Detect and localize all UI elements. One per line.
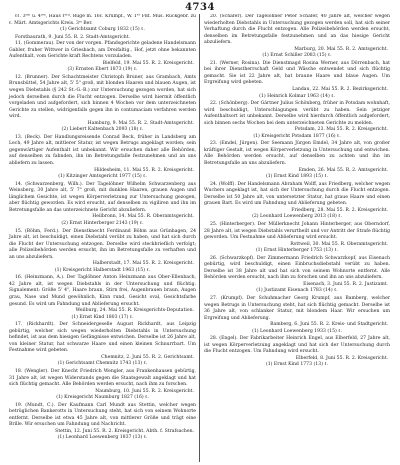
notice-entry: 12. (Brunner). Der Schachtmeister Christoph Bruner, aus Grambach, Amts Brunsbüttel, 54 Jahre alt, 5' 5" groß, mit blonden Haaren und blauen Augen, ist wegen Diebstahls (§ 242 St.-G.-B.) zur Untersuchung gezogen worden, hat sich jedoch derselben durch die Flucht entzogen. Derselbe wird hiermit öffentlich vorgeladen und aufgefordert, sich binnen 4 Wochen vor dem unterzeichneten Gerichte zu stellen, widrigenfalls gegen ihn in contumaciam verfahren werden wird. xyxy=(9,74,196,120)
notice-date-signature: Emden, 26. Mai 55. R. 2. Amtsgericht. xyxy=(298,167,388,173)
notice-closing-reference: (1) Ernst Kind 1803 (17) ℓ. xyxy=(71,314,134,320)
notice-closing-reference: (1) Kreisgericht Naumburg 1827 (16) ℓ. xyxy=(56,395,149,401)
notice-closing-reference: (2) Leonhard Loewenberg 2013 (18) ℓ. xyxy=(252,214,342,220)
notice-closing-reference: (2) Liebert Kaltenbach 2093 (18) ℓ. xyxy=(61,127,144,133)
notice-entry: 15. (Böhm, Ferd.). Der Dienstknecht Ferdinand Böhm aus Grünhagen, 24 Jahre alt, ist beschuldigt, einen Diebstahl verübt zu haben, und hat sich durch die Flucht der Untersuchung entzogen. Derselbe wird steckbrieflich verfolgt; alle Polizeibehörden werden ersucht, ihn im Betretungsfalle zu verhaften und an uns abzuliefern. xyxy=(9,228,196,260)
notice-entry: 19. (Mundt, C.). Der Kaufmann Carl Mundt aus Stettin, welcher wegen betrüglichen Bankerotts in Untersuchung steht, hat sich von seinem Wohnorte entfernt. Derselbe ist etwa 45 Jahre alt, von mittlerer Größe und trägt eine Brille. Wir ersuchen um Fahndung und Nachricht. xyxy=(9,402,196,428)
notice-closing-reference: (1) Kreisgericht Halberstadt 1963 (15) ℓ. xyxy=(54,267,151,273)
notice-entry: 28. (Engel). Der Fabrikarbeiter Heinrich Engel, aus Elberfeld, 27 Jahre alt, ist wegen Körperverletzung angeklagt und hat sich der Untersuchung durch die Flucht entzogen. Um Fahndung wird ersucht. xyxy=(204,336,390,355)
notice-date-signature: Weilburg, 24. Mai 55. R. Kreisgerichts-Deputation. xyxy=(75,308,194,314)
notice-entry: 27. (Krumpf). Der Schuhmacher Georg Krumpf, aus Bamberg, welcher wegen Betrugs in Untersuchung steht, hat sich flüchtig gemacht. Derselbe ist 36 Jahre alt, von schlanker Statur, mit blondem Haar. Wir ersuchen um Ergreifung und Ablieferung. xyxy=(204,295,390,321)
notice-entry: ℓℓ. 3ᵗᵉⁿ u. 4ᵗᵉⁿ, Haus ℓᵉʳᵍ. Rüge m. 16ℓ. Krumpf., W. 1ᵉʳ Fßf. Mus. Rückgebr. zu ℓ. Märt. Amtsgerichts Kreis. 3ᵗᵉ Ber. xyxy=(9,14,196,26)
right-column xyxy=(200,14,393,462)
notice-date-signature: Friedberg, 28. Mai 55. R. 2. Kreisgericht. xyxy=(291,207,388,213)
notice-date-signature: Chemnitz, 2. Juni 55. R. 2. Gerichtsamt. xyxy=(101,354,194,360)
notice-closing-reference: (2) Ernst Hinterberger 2143 (19) ℓ. xyxy=(61,220,144,226)
notice-closing-reference: (1) Ernst Schiller 2083 (15) ℓ. xyxy=(262,53,332,59)
notice-entry: 17. (Rickhardt). Der Schneidergeselle August Rickhardt, aus Leipzig gebürtig, welcher sich wegen wiederholten Diebstahls in Untersuchung befindet, ist aus dem hiesigen Gefängnisse entwichen. Derselbe ist 26 Jahre alt, von kleiner Statur, hat schwarze Haare und einen kleinen Schnurrbart. Um Festnahme wird gebeten. xyxy=(9,322,196,354)
notice-closing-reference: (1) Kreisgericht Potsdam 1877 (16) ℓ. xyxy=(253,133,341,139)
notice-entry: 16. (Heinzmann, A.). Der Taglöhner Anton Heinzmann aus Ober-Ellenbach, 42 Jahre alt, ist wegen Diebstahls in der Untersuchung und flüchtig. Signalement: Größe 5' 4", Haare braun, Stirn frei, Augenbrauen braun, Augen grau, Nase und Mund gewöhnlich, Kinn rund, Gesicht oval, Gesichtsfarbe gesund. Es wird um Fahndung und Ablieferung ersucht. xyxy=(9,275,196,307)
notice-date-signature: Elberfeld, 8. Juni 55. R. 2. Kreisgericht. xyxy=(295,355,388,361)
notice-entry: 23. (Emdel, Jürgen). Der Seemann Jürgen Emdel, 34 Jahre alt, von großer kräftiger Gestalt, ist wegen Körperverletzung in Untersuchung und entwichen. Alle Behörden werden ersucht, auf denselben zu achten und ihn im Betretungsfalle an uns abzuliefern. xyxy=(204,141,390,167)
notice-date-signature: Stettin, 12. Juni 55. R. 2. Kreisgericht. Abth. f. Strafsachen. xyxy=(55,428,194,434)
right-column-content xyxy=(200,14,393,369)
notice-closing-reference: (3) Ernsten Ebert 1873 (19) ℓ. xyxy=(67,67,138,73)
notice-entry: 11. (Gommerau). Der von der vorgen. Pfandsgerichte geladene Handelsmann Gabler, fruher Wittwer in Griesbach, am Dreifaltig., Hof, jetzt ohne bekannten Aufenthalt, vom Gerichte kraft Rechtens vorzuladen. xyxy=(9,41,196,60)
page-number: 4734 xyxy=(185,2,215,13)
notice-closing-reference: (1) Kitzinger Amtsgericht 1977 (15) ℓ. xyxy=(58,174,147,180)
notice-entry: 14. (Schwarzenberg, Wilh.). Der Tagelöhner Wilhelm Schwarzenberg aus Weinsberg, 30 Jahre alt, 5' 7" groß, mit dunklen Haaren, grauen Augen und länglichem Gesichte, ist wegen Körperverletzung zur Untersuchung gezogen, aber flüchtig geworden. Es wird ersucht, auf denselben zu vigiliren und ihn im Betretungsfalle an das unterzeichnete Gericht abzuliefern. xyxy=(9,181,196,213)
notice-date-signature: Hildesheim, 11. Mai 55. R. 2. Kreisgericht. xyxy=(94,167,194,173)
notice-closing-reference: (1) Gerichtsamt Chemnitz 1743 (13) ℓ. xyxy=(57,361,148,367)
notice-closing-reference: (1) Gerichtsamt Coburg 1832 (15) ℓ. xyxy=(60,27,145,33)
notice-entry: 26. (Schwarzkopf). Der Zimmermann Friedrich Schwarzkopf, aus Eisenach gebürtig, wird beschuldigt, einen Einbruchsdiebstahl verübt zu haben. Derselbe ist 38 Jahre alt und hat sich von seinem Wohnorte entfernt. Alle Behörden werden ersucht, nach ihm zu forschen und ihn an uns abzuliefern. xyxy=(204,255,390,281)
notice-entry: 22. (Schönberg). Der Gärtner Julius Schönberg, früher in Potsdam wohnhaft, wird beschuldigt, Unterschlagungen verübt zu haben. Sein jetziger Aufenthaltsort ist unbekannt. Derselbe wird hierdurch öffentlich aufgefordert, sich binnen sechs Wochen bei dem unterzeichneten Gerichte zu melden. xyxy=(204,101,390,126)
notice-date-signature: Hamburg, 9. Mai 55. R. 2. Stadt-Amtsgericht. xyxy=(87,120,194,126)
left-column-content xyxy=(6,14,199,442)
notice-entry: 13. (Beck). Der Handlungsreisende Conrad Beck, früher in Landsberg am Lech, 49 Jahre alt, mittlerer Statur, ist wegen Betrugs angeklagt worden; sein gegenwärtiger Aufenthalt ist unbekannt. Wir ersuchen daher alle Behörden, auf denselben zu fahnden, ihn im Betretungsfalle festzunehmen und an uns abliefern zu lassen. xyxy=(9,134,196,167)
notice-date-signature: Halberstadt, 17. Mai 55. R. 2. Kreisgericht. xyxy=(92,261,194,267)
notice-entry: 25. (Hinterberger). Der Müllerknecht Johann Hinterberger, aus Oberndorf, 28 Jahre alt, ist wegen Diebstahls verurtheilt und vor Antritt der Strafe flüchtig geworden. Um Festnahme und Ablieferung wird ersucht. xyxy=(204,221,390,241)
notice-closing-reference: (1) Leonhard Loewenberg 1933 (15) ℓ. xyxy=(252,328,342,334)
notice-entry: 18. (Wengler). Der Knecht Friedrich Wengler, aus Frankenhausen gebürtig, 31 Jahre alt, ist wegen Widerstands gegen die Staatsgewalt angeklagt und hat sich flüchtig gemacht. Alle Behörden werden ersucht, nach ihm zu forschen. xyxy=(9,368,196,388)
notice-closing-reference: (1) Ernst Kind 1893 (15) ℓ. xyxy=(265,174,329,180)
notice-date-signature: Naumburg, 10. Juni 55. R. 2. Kreisgericht. xyxy=(95,388,194,394)
notice-entry: 21. (Werner, Rosina). Die Dienstmagd Rosina Werner, aus Dörrenbach, hat bei ihrer Dienstherrschaft Geld und Wäsche entwendet und sich flüchtig gemacht. Sie ist 22 Jahre alt, hat braune Haare und blaue Augen. Um Ergreifung wird gebeten. xyxy=(204,60,390,86)
notice-date-signature: Potsdam, 23. Mai 55. R. 2. Kreisgericht. xyxy=(294,127,388,133)
left-column xyxy=(6,14,199,462)
notice-date-signature: Heilbronn, 14. Mai 55. R. Oberamtsgericht. xyxy=(92,214,194,220)
notice-entry: 24. (Wolff). Der Handelsmann Abraham Wolff, aus Friedberg, welcher wegen Wuchers angeklagt ist, hat sich der Untersuchung durch die Flucht entzogen. Derselbe ist 50 Jahre alt, von untersetzter Statur, hat graue Haare und einen grauen Bart. Es wird um Fahndung und Ablieferung gebeten. xyxy=(204,181,390,207)
notice-date-signature: Rottweil, 30. Mai 55. R. Oberamtsgericht. xyxy=(290,241,388,247)
notice-closing-reference: (1) Justizamt Eisenach 1783 (14) ℓ. xyxy=(256,288,338,294)
notice-date-signature: Landau, 22. Mai 55. R. 2. Bezirksgericht. xyxy=(292,87,388,93)
notice-closing-reference: (1) Ernst Hinterberger 1753 (13) ℓ. xyxy=(255,248,339,254)
notice-closing-reference: (1) Ernst Kind 1773 (13) ℓ. xyxy=(265,362,329,368)
notice-entry: 20. (Schäfer). Der Tagelöhner Peter Schäfer, 40 Jahre alt, welcher wegen wiederholten Diebstahls in Untersuchung gezogen werden soll, hat sich seiner Verhaftung durch die Flucht entzogen. Alle Polizeibehörden werden ersucht, denselben im Betretungsfalle festzunehmen und an das hiesige Gericht abzuliefern. xyxy=(204,14,390,46)
notice-closing-reference: (1) Heinrich Kolmar 1963 (14) ℓ. xyxy=(259,93,335,99)
two-column-layout xyxy=(6,14,394,462)
notice-date-signature: Eisenach, 3. Juni 55. R. 2. Justizamt. xyxy=(303,281,388,287)
notice-date-signature: Marburg, 20. Mai 55. R. 2. Amtsgericht. xyxy=(294,46,388,52)
notice-closing-reference: (1) Leonhard Loewenberg 1837 (13) ℓ. xyxy=(57,435,148,441)
notice-date-signature: Bamberg, 6. Juni 55. R. 2. Kreis- und Stadtgericht. xyxy=(270,322,388,328)
notice-date-signature: Bielfeld, 19. Mai 55. R. 2. Kreisgericht. xyxy=(102,60,194,66)
notice-entry: Forstbaurath, 9. Juni 55. R. 2. Stadt-Amtsgericht. xyxy=(15,34,131,40)
